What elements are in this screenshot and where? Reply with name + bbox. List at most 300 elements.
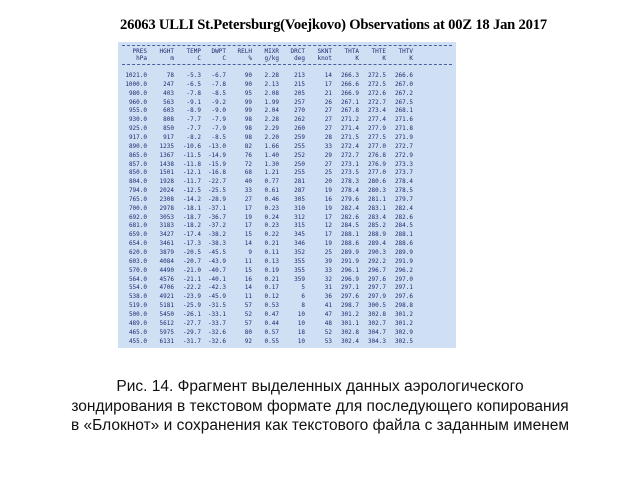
table-cell: 352 xyxy=(294,249,305,256)
table-cell: 90 xyxy=(244,72,252,79)
table-cell: -8.9 xyxy=(186,107,201,114)
table-cell: 564.0 xyxy=(128,276,147,283)
table-cell: 3053 xyxy=(159,214,174,221)
table-cell: 4706 xyxy=(159,284,174,291)
table-cell: 288.1 xyxy=(394,231,413,238)
table-cell: 681.0 xyxy=(128,222,147,229)
table-cell: 276.9 xyxy=(367,161,386,168)
table-cell: 1021.0 xyxy=(125,72,147,79)
table-cell: 2.28 xyxy=(264,72,279,79)
table-cell: 296.2 xyxy=(394,267,413,274)
table-row xyxy=(121,178,456,185)
table-cell: -11.8 xyxy=(182,161,201,168)
table-cell: 278.4 xyxy=(394,178,413,185)
table-header-cell: knot xyxy=(317,55,332,62)
table-cell: 850.0 xyxy=(128,169,147,176)
table-cell: 277.0 xyxy=(367,143,386,150)
table-cell: 489.0 xyxy=(128,320,147,327)
table-cell: 271.2 xyxy=(340,116,359,123)
table-cell: 278.3 xyxy=(340,178,359,185)
table-cell: 300.5 xyxy=(367,302,386,309)
table-cell: 99 xyxy=(244,99,252,106)
table-cell: -31.5 xyxy=(207,302,226,309)
table-cell: -32.6 xyxy=(207,338,226,345)
table-cell: 289.9 xyxy=(394,249,413,256)
table-cell: 5181 xyxy=(159,302,174,309)
table-cell: 2.08 xyxy=(264,90,279,97)
table-cell: 0.22 xyxy=(264,231,279,238)
table-cell: 272.5 xyxy=(367,81,386,88)
table-cell: 288.6 xyxy=(394,240,413,247)
table-cell: -22.7 xyxy=(207,178,226,185)
table-cell: -8.5 xyxy=(211,90,226,97)
table-row xyxy=(121,90,456,97)
table-cell: 262 xyxy=(294,116,305,123)
table-cell: 0.19 xyxy=(264,267,279,274)
table-cell: -6.5 xyxy=(186,81,201,88)
table-cell: 27 xyxy=(244,196,252,203)
table-cell: 17 xyxy=(324,214,332,221)
table-row xyxy=(121,196,456,203)
table-cell: -40.7 xyxy=(207,267,226,274)
table-cell: 355 xyxy=(294,258,305,265)
table-cell: 29 xyxy=(324,152,332,159)
table-cell: 917.0 xyxy=(128,134,147,141)
table-cell: -7.7 xyxy=(186,125,201,132)
table-cell: 925.0 xyxy=(128,125,147,132)
table-cell: -9.1 xyxy=(186,99,201,106)
table-cell: 1.99 xyxy=(264,99,279,106)
table-cell: 27 xyxy=(324,161,332,168)
table-cell: 355 xyxy=(294,267,305,274)
table-cell: 273.7 xyxy=(394,169,413,176)
table-row xyxy=(121,258,456,265)
table-cell: -7.9 xyxy=(211,116,226,123)
table-cell: 917 xyxy=(163,134,174,141)
table-cell: 0.21 xyxy=(264,276,279,283)
table-header-cell: K xyxy=(355,55,359,62)
table-cell: 3879 xyxy=(159,249,174,256)
table-cell: -26.1 xyxy=(182,311,201,318)
table-cell: -5.3 xyxy=(186,72,201,79)
table-cell: -45.9 xyxy=(207,293,226,300)
table-cell: 270 xyxy=(294,107,305,114)
table-cell: 284.5 xyxy=(340,222,359,229)
table-cell: 31 xyxy=(324,284,332,291)
table-cell: 1.40 xyxy=(264,152,279,159)
table-cell: -11.5 xyxy=(182,152,201,159)
table-cell: 346 xyxy=(294,240,305,247)
table-row xyxy=(121,214,456,221)
table-cell: 0.46 xyxy=(264,196,279,203)
table-cell: 890.0 xyxy=(128,143,147,150)
table-cell: -11.7 xyxy=(182,178,201,185)
table-cell: 4490 xyxy=(159,267,174,274)
table-cell: 273.3 xyxy=(394,161,413,168)
table-cell: 287 xyxy=(294,187,305,194)
table-cell: 570.0 xyxy=(128,267,147,274)
table-cell: -27.7 xyxy=(182,320,201,327)
table-cell: 298.8 xyxy=(394,302,413,309)
table-cell: 794.0 xyxy=(128,187,147,194)
table-cell: 57 xyxy=(244,320,252,327)
table-cell: 0.57 xyxy=(264,329,279,336)
table-row xyxy=(121,134,456,141)
table-cell: 2.28 xyxy=(264,116,279,123)
table-cell: 40 xyxy=(244,178,252,185)
table-cell: 2978 xyxy=(159,205,174,212)
table-cell: 0.47 xyxy=(264,311,279,318)
table-cell: -7.8 xyxy=(211,81,226,88)
figure-title: 26063 ULLI St.Petersburg(Voejkovo) Observations at 00Z 18 Jan 2017 xyxy=(120,17,547,33)
table-cell: 1928 xyxy=(159,178,174,185)
table-row xyxy=(121,143,456,150)
table-cell: 98 xyxy=(244,134,252,141)
table-cell: 296.9 xyxy=(340,276,359,283)
table-cell: 268.1 xyxy=(394,107,413,114)
table-row xyxy=(121,125,456,132)
table-cell: 0.17 xyxy=(264,284,279,291)
table-cell: 17 xyxy=(244,222,252,229)
table-cell: 500.0 xyxy=(128,311,147,318)
table-cell: 297.0 xyxy=(394,276,413,283)
table-cell: 312 xyxy=(294,214,305,221)
table-cell: -31.7 xyxy=(182,338,201,345)
table-cell: 33 xyxy=(324,267,332,274)
table-row xyxy=(121,329,456,336)
table-cell: 302.8 xyxy=(367,311,386,318)
table-cell: 297.6 xyxy=(394,293,413,300)
table-cell: 17 xyxy=(324,81,332,88)
table-cell: 3183 xyxy=(159,222,174,229)
table-cell: 296.7 xyxy=(367,267,386,274)
table-cell: 215 xyxy=(294,81,305,88)
table-cell: 15 xyxy=(244,267,252,274)
table-cell: 19 xyxy=(324,240,332,247)
table-cell: 25 xyxy=(324,249,332,256)
table-cell: 0.23 xyxy=(264,222,279,229)
table-cell: 53 xyxy=(324,338,332,345)
table-cell: 78 xyxy=(166,72,174,79)
table-cell: 538.0 xyxy=(128,293,147,300)
table-cell: 14 xyxy=(244,240,252,247)
table-cell: 0.61 xyxy=(264,187,279,194)
table-cell: 19 xyxy=(324,187,332,194)
table-row xyxy=(121,302,456,309)
table-cell: -37.1 xyxy=(207,205,226,212)
table-cell: 266.9 xyxy=(340,90,359,97)
table-header-cell: DRCT xyxy=(290,48,305,55)
table-cell: 302.8 xyxy=(340,329,359,336)
table-cell: 297.7 xyxy=(367,284,386,291)
table-cell: 865.0 xyxy=(128,152,147,159)
table-cell: 297.1 xyxy=(394,284,413,291)
table-cell: 255 xyxy=(294,143,305,150)
table-header-cell: RELH xyxy=(237,48,252,55)
table-cell: 288.6 xyxy=(340,240,359,247)
table-cell: 554.0 xyxy=(128,284,147,291)
table-row xyxy=(121,311,456,318)
sounding-figure xyxy=(118,14,547,345)
table-cell: 271.8 xyxy=(394,125,413,132)
table-cell: 272.6 xyxy=(367,90,386,97)
table-header-cell: THTE xyxy=(371,48,386,55)
table-cell: 39 xyxy=(324,258,332,265)
table-cell: 267.5 xyxy=(394,99,413,106)
table-cell: 281.1 xyxy=(367,196,386,203)
table-cell: 271.6 xyxy=(394,116,413,123)
table-cell: 92 xyxy=(244,338,252,345)
table-cell: 0.24 xyxy=(264,214,279,221)
table-cell: 26 xyxy=(324,99,332,106)
table-cell: 21 xyxy=(324,90,332,97)
table-cell: 0.77 xyxy=(264,178,279,185)
table-cell: 8 xyxy=(301,302,305,309)
table-cell: 257 xyxy=(294,99,305,106)
table-cell: 277.4 xyxy=(367,116,386,123)
table-row xyxy=(121,284,456,291)
table-cell: 291.9 xyxy=(340,258,359,265)
table-cell: 72 xyxy=(244,161,252,168)
table-header-cell: SKNT xyxy=(317,48,332,55)
table-cell: 301.1 xyxy=(340,320,359,327)
table-cell: 47 xyxy=(324,311,332,318)
table-header-cell: hPa xyxy=(136,55,147,62)
table-cell: 205 xyxy=(294,90,305,97)
table-cell: 0.53 xyxy=(264,302,279,309)
table-cell: 359 xyxy=(294,276,305,283)
table-cell: 20 xyxy=(324,178,332,185)
table-cell: 804.0 xyxy=(128,178,147,185)
table-cell: 27 xyxy=(324,116,332,123)
table-cell: 272.7 xyxy=(340,152,359,159)
table-header-cell: C xyxy=(222,55,226,62)
table-cell: -20.5 xyxy=(182,249,201,256)
table-cell: 271.5 xyxy=(340,134,359,141)
table-cell: 16 xyxy=(324,196,332,203)
table-cell: 278.4 xyxy=(340,187,359,194)
table-cell: 10 xyxy=(297,338,305,345)
table-cell: 0.11 xyxy=(264,249,279,256)
table-cell: -16.8 xyxy=(207,169,226,176)
table-row xyxy=(121,249,456,256)
table-cell: 403 xyxy=(163,90,174,97)
table-cell: 519.0 xyxy=(128,302,147,309)
table-header-cell: HGHT xyxy=(159,48,174,55)
table-header-cell: K xyxy=(409,55,413,62)
table-row xyxy=(121,276,456,283)
caption-line-1: Рис. 14. Фрагмент выделенных данных аэрологического xyxy=(116,378,524,395)
table-cell: 19 xyxy=(324,205,332,212)
table-cell: 315 xyxy=(294,222,305,229)
table-cell: 52 xyxy=(324,329,332,336)
table-cell: 302.9 xyxy=(394,329,413,336)
table-row xyxy=(121,205,456,212)
table-cell: 280.6 xyxy=(367,178,386,185)
table-cell: 267.2 xyxy=(394,90,413,97)
table-header-cell: DWPT xyxy=(211,48,226,55)
table-cell: -21.1 xyxy=(182,276,201,283)
table-cell: 955.0 xyxy=(128,107,147,114)
table-cell: -25.5 xyxy=(207,187,226,194)
table-row xyxy=(121,320,456,327)
table-cell: 301.2 xyxy=(340,311,359,318)
table-row xyxy=(121,161,456,168)
table-cell: -12.5 xyxy=(182,187,201,194)
table-cell: 2.13 xyxy=(264,81,279,88)
table-cell: 36 xyxy=(324,293,332,300)
table-cell: 5612 xyxy=(159,320,174,327)
table-row xyxy=(121,187,456,194)
table-cell: 2308 xyxy=(159,196,174,203)
table-cell: 0.13 xyxy=(264,258,279,265)
table-cell: -45.5 xyxy=(207,249,226,256)
table-row xyxy=(121,107,456,114)
table-cell: 279.7 xyxy=(394,196,413,203)
table-cell: 279.6 xyxy=(340,196,359,203)
table-cell: -42.3 xyxy=(207,284,226,291)
table-cell: 4921 xyxy=(159,293,174,300)
table-cell: 272.9 xyxy=(394,152,413,159)
table-cell: 857.0 xyxy=(128,161,147,168)
table-cell: 272.4 xyxy=(340,143,359,150)
table-cell: 297.1 xyxy=(340,284,359,291)
table-cell: 285.2 xyxy=(367,222,386,229)
table-cell: 16 xyxy=(244,276,252,283)
caption-line-2: зондирования в текстовом формате для последующего копирования xyxy=(71,397,569,415)
table-cell: 28 xyxy=(324,134,332,141)
table-cell: 2.04 xyxy=(264,107,279,114)
table-cell: 82 xyxy=(244,143,252,150)
table-header-cell: MIXR xyxy=(264,48,279,55)
table-cell: 277.9 xyxy=(367,125,386,132)
caption-line-3: в «Блокнот» и сохранения как текстового файла с заданным именем xyxy=(70,417,570,434)
table-cell: 700.0 xyxy=(128,205,147,212)
table-header-cell: K xyxy=(382,55,386,62)
table-cell: 276.8 xyxy=(367,152,386,159)
table-cell: 960.0 xyxy=(128,99,147,106)
table-cell: -25.9 xyxy=(182,302,201,309)
table-cell: 1438 xyxy=(159,161,174,168)
table-cell: 455.0 xyxy=(128,338,147,345)
table-cell: 98 xyxy=(244,125,252,132)
table-cell: -14.9 xyxy=(207,152,226,159)
table-cell: 250 xyxy=(294,161,305,168)
table-cell: 281 xyxy=(294,178,305,185)
table-row xyxy=(121,240,456,247)
table-units-row xyxy=(121,55,456,62)
table-cell: 563 xyxy=(163,99,174,106)
table-cell: 272.7 xyxy=(394,143,413,150)
table-header-cell: TEMP xyxy=(186,48,201,55)
table-cell: 17 xyxy=(324,231,332,238)
table-cell: 980.0 xyxy=(128,90,147,97)
sounding-table[interactable] xyxy=(118,42,456,348)
table-cell: 266.6 xyxy=(394,72,413,79)
table-cell: 292.2 xyxy=(367,258,386,265)
table-cell: 277.5 xyxy=(367,134,386,141)
table-cell: 302.7 xyxy=(367,320,386,327)
table-cell: 282.6 xyxy=(340,214,359,221)
table-cell: 289.4 xyxy=(367,240,386,247)
table-cell: -37.2 xyxy=(207,222,226,229)
table-row xyxy=(121,169,456,176)
table-cell: 14 xyxy=(244,284,252,291)
table-cell: 33 xyxy=(324,143,332,150)
table-cell: 765.0 xyxy=(128,196,147,203)
table-header-cell: C xyxy=(197,55,201,62)
table-cell: 283.1 xyxy=(367,205,386,212)
table-cell: 1367 xyxy=(159,152,174,159)
table-cell: 252 xyxy=(294,152,305,159)
table-cell: 301.2 xyxy=(394,320,413,327)
table-cell: 850 xyxy=(163,125,174,132)
table-cell: 267.1 xyxy=(340,99,359,106)
table-cell: -36.7 xyxy=(207,214,226,221)
table-cell: 271.4 xyxy=(340,125,359,132)
table-cell: 33 xyxy=(244,187,252,194)
table-rule xyxy=(122,45,452,46)
table-cell: 272.7 xyxy=(367,99,386,106)
table-cell: 301.2 xyxy=(394,311,413,318)
table-cell: 1.30 xyxy=(264,161,279,168)
table-cell: 80 xyxy=(244,329,252,336)
table-cell: 98 xyxy=(244,116,252,123)
table-cell: 603 xyxy=(163,107,174,114)
table-row xyxy=(121,72,456,79)
table-cell: 0.23 xyxy=(264,205,279,212)
table-cell: 25 xyxy=(324,169,332,176)
table-cell: 267.0 xyxy=(394,81,413,88)
table-cell: 288.1 xyxy=(340,231,359,238)
table-cell: 4576 xyxy=(159,276,174,283)
table-cell: 6131 xyxy=(159,338,174,345)
table-cell: 297.6 xyxy=(340,293,359,300)
table-cell: 297.9 xyxy=(367,293,386,300)
table-cell: -15.9 xyxy=(207,161,226,168)
table-row xyxy=(121,152,456,159)
table-cell: 10 xyxy=(297,311,305,318)
table-header-row xyxy=(121,48,456,55)
table-cell: 5450 xyxy=(159,311,174,318)
table-cell: 302.4 xyxy=(340,338,359,345)
table-cell: 27 xyxy=(324,125,332,132)
table-cell: 310 xyxy=(294,205,305,212)
table-cell: 5 xyxy=(301,284,305,291)
table-cell: 213 xyxy=(294,72,305,79)
table-cell: -17.4 xyxy=(182,231,201,238)
table-cell: -22.2 xyxy=(182,284,201,291)
table-cell: 57 xyxy=(244,302,252,309)
table-cell: 305 xyxy=(294,196,305,203)
table-header-cell: m xyxy=(170,55,174,62)
table-cell: 0.12 xyxy=(264,293,279,300)
table-cell: 654.0 xyxy=(128,240,147,247)
table-cell: 255 xyxy=(294,169,305,176)
table-header-cell: PRES xyxy=(132,48,147,55)
table-header-cell: % xyxy=(248,55,252,62)
table-cell: 10 xyxy=(297,320,305,327)
table-header-cell: THTV xyxy=(398,48,413,55)
table-cell: 620.0 xyxy=(128,249,147,256)
table-cell: -9.2 xyxy=(211,99,226,106)
table-cell: 289.9 xyxy=(340,249,359,256)
table-cell: 5975 xyxy=(159,329,174,336)
table-header-cell: deg xyxy=(294,55,305,62)
table-header-cell: THTA xyxy=(344,48,359,55)
table-cell: 99 xyxy=(244,107,252,114)
table-cell: 304.7 xyxy=(367,329,386,336)
